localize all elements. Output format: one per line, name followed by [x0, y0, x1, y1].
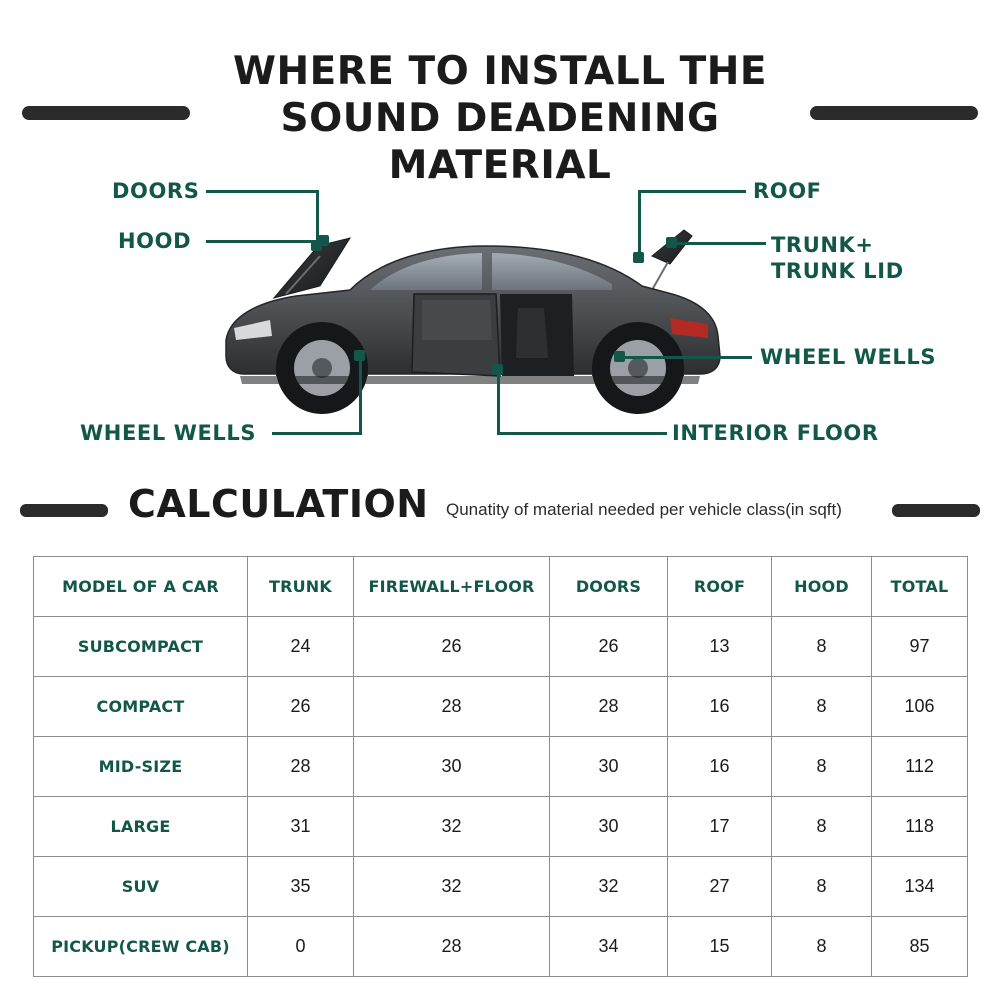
leader-roof-h: [638, 190, 746, 193]
column-header-trunk: TRUNK: [248, 557, 354, 617]
car-svg: [200, 190, 740, 420]
cell-trunk: 35: [248, 857, 354, 917]
cell-model: SUBCOMPACT: [34, 617, 248, 677]
leader-floor-h: [497, 432, 667, 435]
cell-roof: 17: [668, 797, 772, 857]
marker-hood: [318, 235, 329, 246]
label-doors: DOORS: [112, 179, 200, 203]
cell-trunk: 26: [248, 677, 354, 737]
cell-firewall-floor: 26: [354, 617, 550, 677]
cell-hood: 8: [772, 617, 872, 677]
label-wheel-wells-left: WHEEL WELLS: [80, 421, 257, 445]
cell-firewall-floor: 32: [354, 857, 550, 917]
cell-trunk: 28: [248, 737, 354, 797]
leader-wheelwells-right-h: [620, 356, 752, 359]
car-diagram: [0, 160, 1000, 480]
title-dash-right: [810, 106, 978, 120]
calculation-heading-block: [0, 482, 1000, 538]
column-header-hood: HOOD: [772, 557, 872, 617]
label-roof: ROOF: [753, 179, 822, 203]
table-row: [34, 857, 968, 917]
page-title: WHERE TO INSTALL THE SOUND DEADENING MATERIAL: [232, 49, 768, 188]
calc-dash-left: [20, 504, 108, 517]
cell-total: 134: [872, 857, 968, 917]
cell-roof: 16: [668, 737, 772, 797]
cell-model: COMPACT: [34, 677, 248, 737]
cell-hood: 8: [772, 677, 872, 737]
cell-roof: 16: [668, 677, 772, 737]
cell-total: 106: [872, 677, 968, 737]
cell-doors: 30: [550, 737, 668, 797]
cell-hood: 8: [772, 737, 872, 797]
cell-firewall-floor: 30: [354, 737, 550, 797]
marker-interior-floor: [492, 364, 503, 375]
label-trunk-lid: TRUNK+ TRUNK LID: [771, 233, 904, 283]
table-header-row: [34, 557, 968, 617]
leader-doors-h: [206, 190, 318, 193]
cell-doors: 32: [550, 857, 668, 917]
leader-hood-h: [206, 240, 324, 243]
cell-roof: 27: [668, 857, 772, 917]
marker-trunk: [666, 237, 677, 248]
car-illustration: [200, 190, 740, 420]
cell-trunk: 0: [248, 917, 354, 977]
cell-firewall-floor: 28: [354, 917, 550, 977]
cell-total: 118: [872, 797, 968, 857]
leader-wheelwells-left-v: [359, 356, 362, 434]
cell-model: MID-SIZE: [34, 737, 248, 797]
cell-total: 85: [872, 917, 968, 977]
cell-model: SUV: [34, 857, 248, 917]
cell-doors: 26: [550, 617, 668, 677]
cell-roof: 13: [668, 617, 772, 677]
leader-roof-v: [638, 190, 641, 256]
cell-trunk: 31: [248, 797, 354, 857]
label-hood: HOOD: [118, 229, 192, 253]
leader-wheelwells-left-h: [272, 432, 362, 435]
cell-model: PICKUP(CREW CAB): [34, 917, 248, 977]
cell-total: 97: [872, 617, 968, 677]
column-header-doors: DOORS: [550, 557, 668, 617]
cell-trunk: 24: [248, 617, 354, 677]
cell-roof: 15: [668, 917, 772, 977]
column-header-total: TOTAL: [872, 557, 968, 617]
calculation-subtitle: Qunatity of material needed per vehicle class(in sqft): [446, 500, 842, 519]
leader-trunk-h: [672, 242, 766, 245]
column-header-roof: ROOF: [668, 557, 772, 617]
column-header-firewall-floor: FIREWALL+FLOOR: [354, 557, 550, 617]
cell-hood: 8: [772, 797, 872, 857]
column-header-model: MODEL OF A CAR: [34, 557, 248, 617]
table-row: [34, 797, 968, 857]
marker-roof: [633, 252, 644, 263]
table-row: [34, 917, 968, 977]
marker-wheel-wells-left: [354, 350, 365, 361]
table-row: [34, 737, 968, 797]
table-row: [34, 677, 968, 737]
cell-hood: 8: [772, 917, 872, 977]
cell-doors: 34: [550, 917, 668, 977]
cell-hood: 8: [772, 857, 872, 917]
cell-model: LARGE: [34, 797, 248, 857]
material-quantity-table: [33, 556, 967, 977]
cell-total: 112: [872, 737, 968, 797]
cell-firewall-floor: 32: [354, 797, 550, 857]
calc-dash-right: [892, 504, 980, 517]
title-block: [0, 40, 1000, 188]
calculation-title: CALCULATION: [128, 482, 429, 526]
cell-firewall-floor: 28: [354, 677, 550, 737]
leader-floor-v: [497, 370, 500, 434]
marker-wheel-wells-right: [614, 351, 625, 362]
title-dash-left: [22, 106, 190, 120]
label-wheel-wells-right: WHEEL WELLS: [760, 345, 937, 369]
table-row: [34, 617, 968, 677]
label-interior-floor: INTERIOR FLOOR: [672, 421, 879, 445]
cell-doors: 28: [550, 677, 668, 737]
cell-doors: 30: [550, 797, 668, 857]
